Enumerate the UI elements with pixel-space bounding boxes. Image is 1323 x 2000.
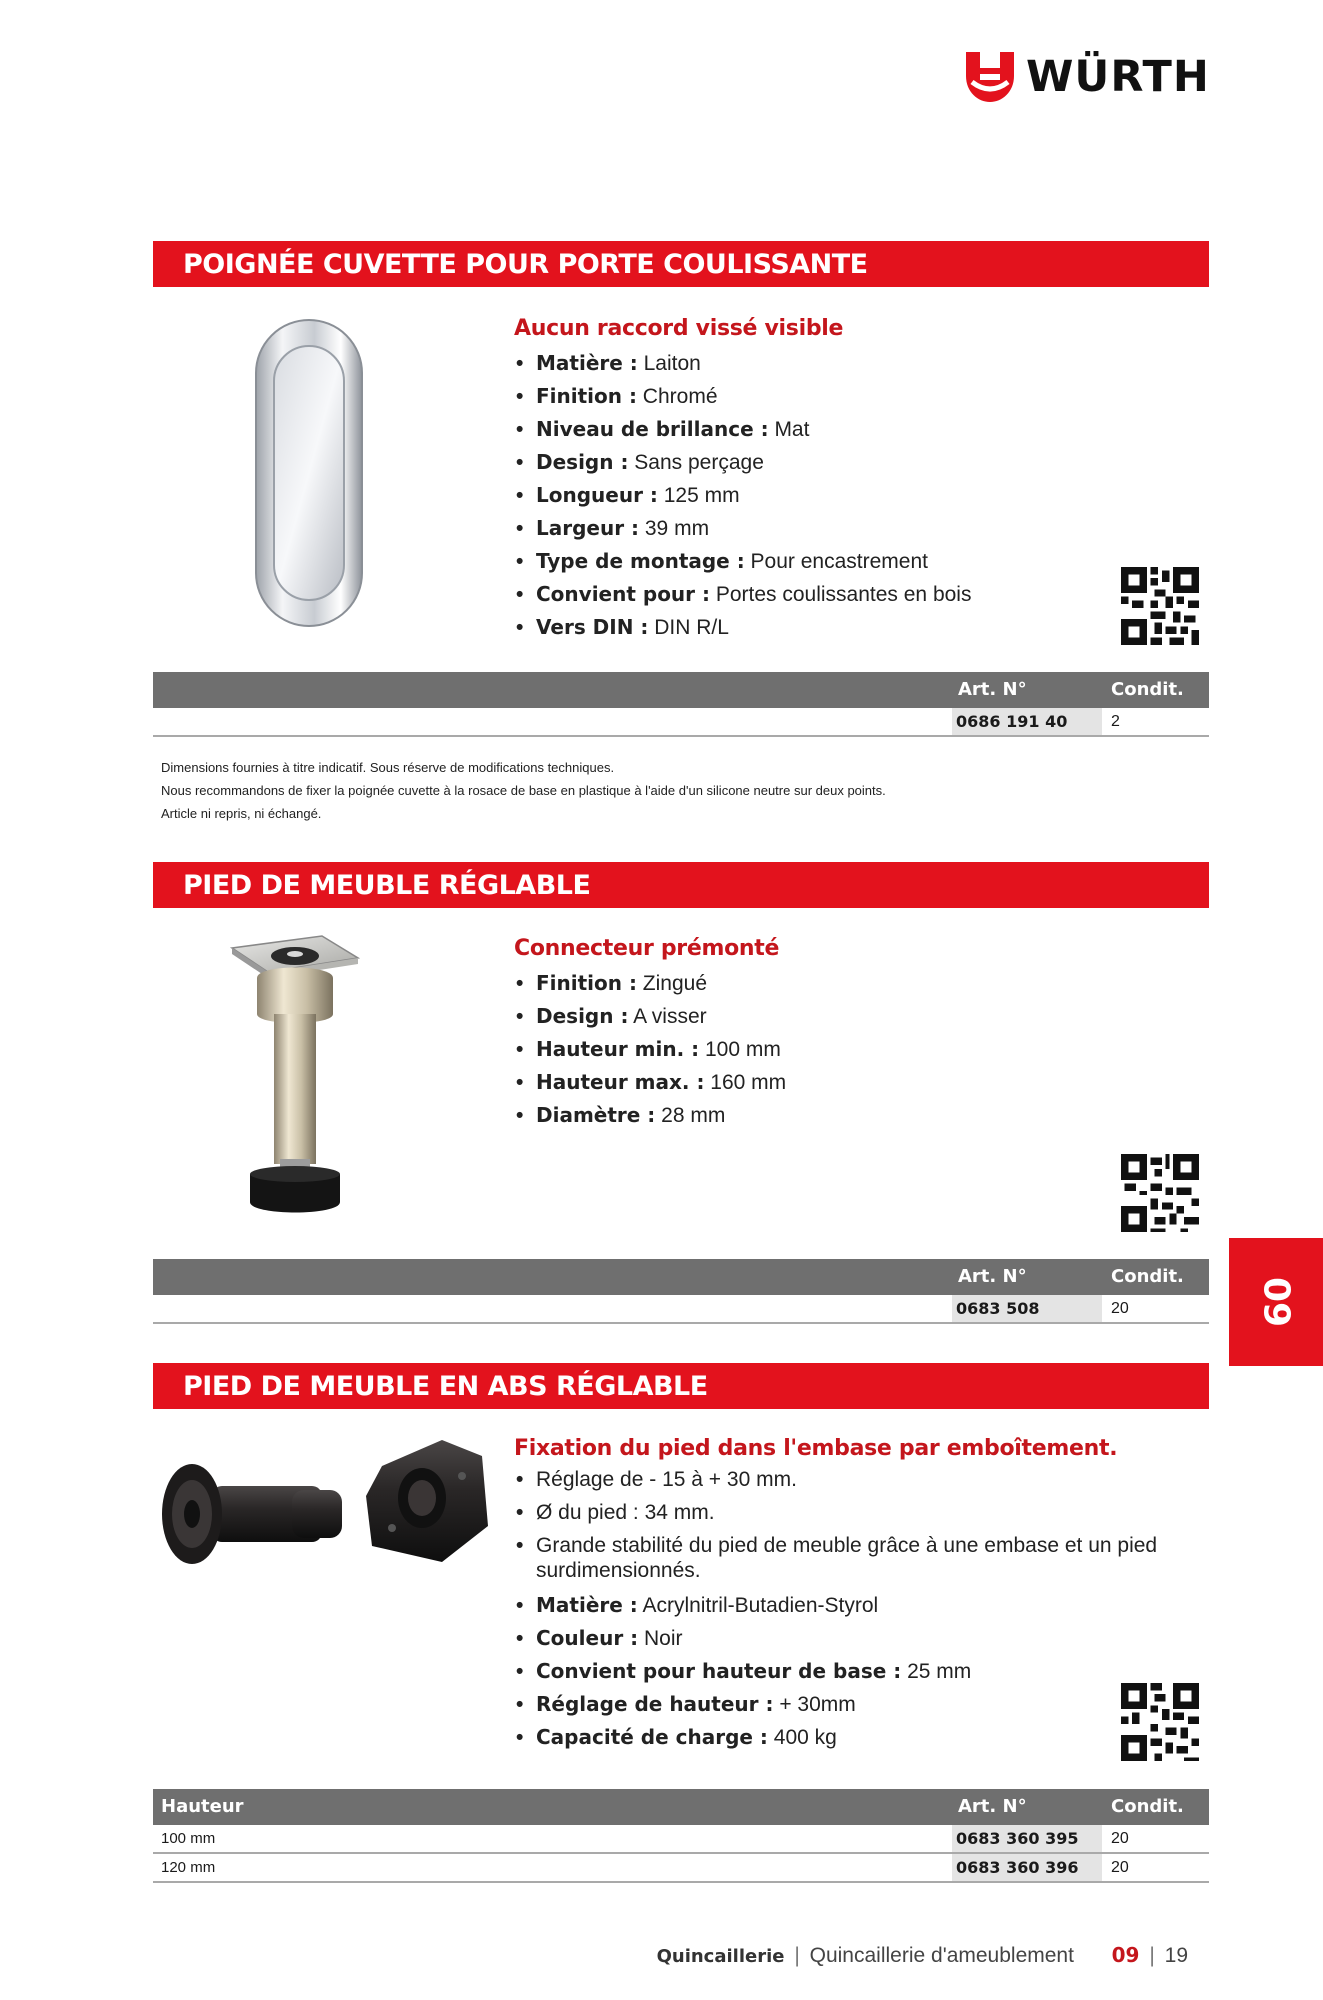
spec-list-poignee: [514, 316, 971, 644]
conditioning: 20: [1111, 1830, 1129, 1847]
article-number[interactable]: 0683 360 396: [952, 1854, 1102, 1881]
brand-name: WÜRTH: [1026, 52, 1210, 102]
article-number[interactable]: 0686 191 40: [952, 708, 1102, 735]
table-header: Art. N° Condit.: [153, 672, 1209, 708]
footnotes: Dimensions fournies à titre indicatif. Sous réserve de modifications techniques. Nous recommandons de fixer la poignée cuvette à la rosace de base en plastique à l'aide d'un silicone neutre sur deux points. Article ni repris, ni échangé.: [161, 760, 886, 821]
conditioning: 20: [1111, 1859, 1129, 1876]
spec-item: • Matière : Acrylnitril-Butadien-Styrol: [514, 1589, 1184, 1622]
spec-item: • Longueur : 125 mm: [514, 479, 971, 512]
section-headline: Aucun raccord vissé visible: [514, 316, 844, 341]
footer-subcategory: Quincaillerie d'ameublement: [809, 1944, 1074, 1967]
spec-item: • Convient pour : Portes coulissantes en bois: [514, 578, 971, 611]
spec-item: • Couleur : Noir: [514, 1622, 1184, 1655]
spec-list-pied-reglable: [514, 936, 786, 1132]
spec-item: • Design : A visser: [514, 1000, 786, 1033]
footer-chapter: 09: [1111, 1943, 1140, 1967]
spec-item: • Hauteur max. : 160 mm: [514, 1066, 786, 1099]
spec-item: • Diamètre : 28 mm: [514, 1099, 786, 1132]
product-image-pied-abs: [152, 1436, 492, 1596]
footer-category: Quincaillerie: [656, 1946, 785, 1967]
wurth-emblem-icon: [966, 52, 1014, 102]
qr-code-icon[interactable]: [1121, 1154, 1199, 1232]
table-header: Hauteur Art. N° Condit.: [153, 1789, 1209, 1825]
spec-item: • Ø du pied : 34 mm.: [514, 1500, 1184, 1525]
spec-item: • Capacité de charge : 400 kg: [514, 1721, 1184, 1754]
spec-list-pied-abs: [514, 1436, 1184, 1754]
table-row: [153, 1825, 1209, 1854]
spec-item: • Hauteur min. : 100 mm: [514, 1033, 786, 1066]
spec-item: • Convient pour hauteur de base : 25 mm: [514, 1655, 1184, 1688]
conditioning: 2: [1111, 713, 1120, 730]
section-title-pied-abs: PIED DE MEUBLE EN ABS RÉGLABLE: [153, 1363, 1209, 1409]
spec-item: • Réglage de hauteur : + 30mm: [514, 1688, 1184, 1721]
conditioning: 20: [1111, 1300, 1129, 1317]
table-header: Art. N° Condit.: [153, 1259, 1209, 1295]
spec-item: • Finition : Zingué: [514, 967, 786, 1000]
chapter-tab[interactable]: 09: [1229, 1238, 1323, 1366]
spec-item: • Matière : Laiton: [514, 347, 971, 380]
height-value: 100 mm: [161, 1830, 216, 1847]
qr-code-icon[interactable]: [1121, 567, 1199, 645]
spec-item: • Vers DIN : DIN R/L: [514, 611, 971, 644]
section-title-pied-reglable: PIED DE MEUBLE RÉGLABLE: [153, 862, 1209, 908]
section-headline: Fixation du pied dans l'embase par emboîtement.: [514, 1436, 1118, 1461]
table-row: [153, 708, 1209, 737]
qr-code-icon[interactable]: [1121, 1683, 1199, 1761]
article-table-pied-reglable: [153, 1259, 1209, 1324]
spec-item: • Largeur : 39 mm: [514, 512, 971, 545]
product-image-poignee: [250, 316, 368, 630]
spec-item: • Grande stabilité du pied de meuble grâce à une embase et un pied surdimensionnés.: [514, 1533, 1184, 1583]
article-table-pied-abs: [153, 1789, 1209, 1883]
article-number[interactable]: 0683 360 395: [952, 1825, 1102, 1852]
article-table-poignee: [153, 672, 1209, 737]
table-row: [153, 1295, 1209, 1324]
product-image-pied-reglable: [222, 934, 362, 1214]
spec-item: • Finition : Chromé: [514, 380, 971, 413]
table-row: [153, 1854, 1209, 1883]
article-number[interactable]: 0683 508: [952, 1295, 1102, 1322]
section-title-poignee: POIGNÉE CUVETTE POUR PORTE COULISSANTE: [153, 241, 1209, 287]
spec-item: • Réglage de - 15 à + 30 mm.: [514, 1467, 1184, 1492]
page-footer: Quincaillerie | Quincaillerie d'ameublement 09 | 19: [656, 1943, 1188, 1967]
spec-item: • Type de montage : Pour encastrement: [514, 545, 971, 578]
spec-item: • Niveau de brillance : Mat: [514, 413, 971, 446]
wurth-logo: [966, 52, 1210, 102]
spec-item: • Design : Sans perçage: [514, 446, 971, 479]
section-headline: Connecteur prémonté: [514, 936, 780, 961]
height-value: 120 mm: [161, 1859, 216, 1876]
footer-page-number: 19: [1164, 1944, 1188, 1967]
